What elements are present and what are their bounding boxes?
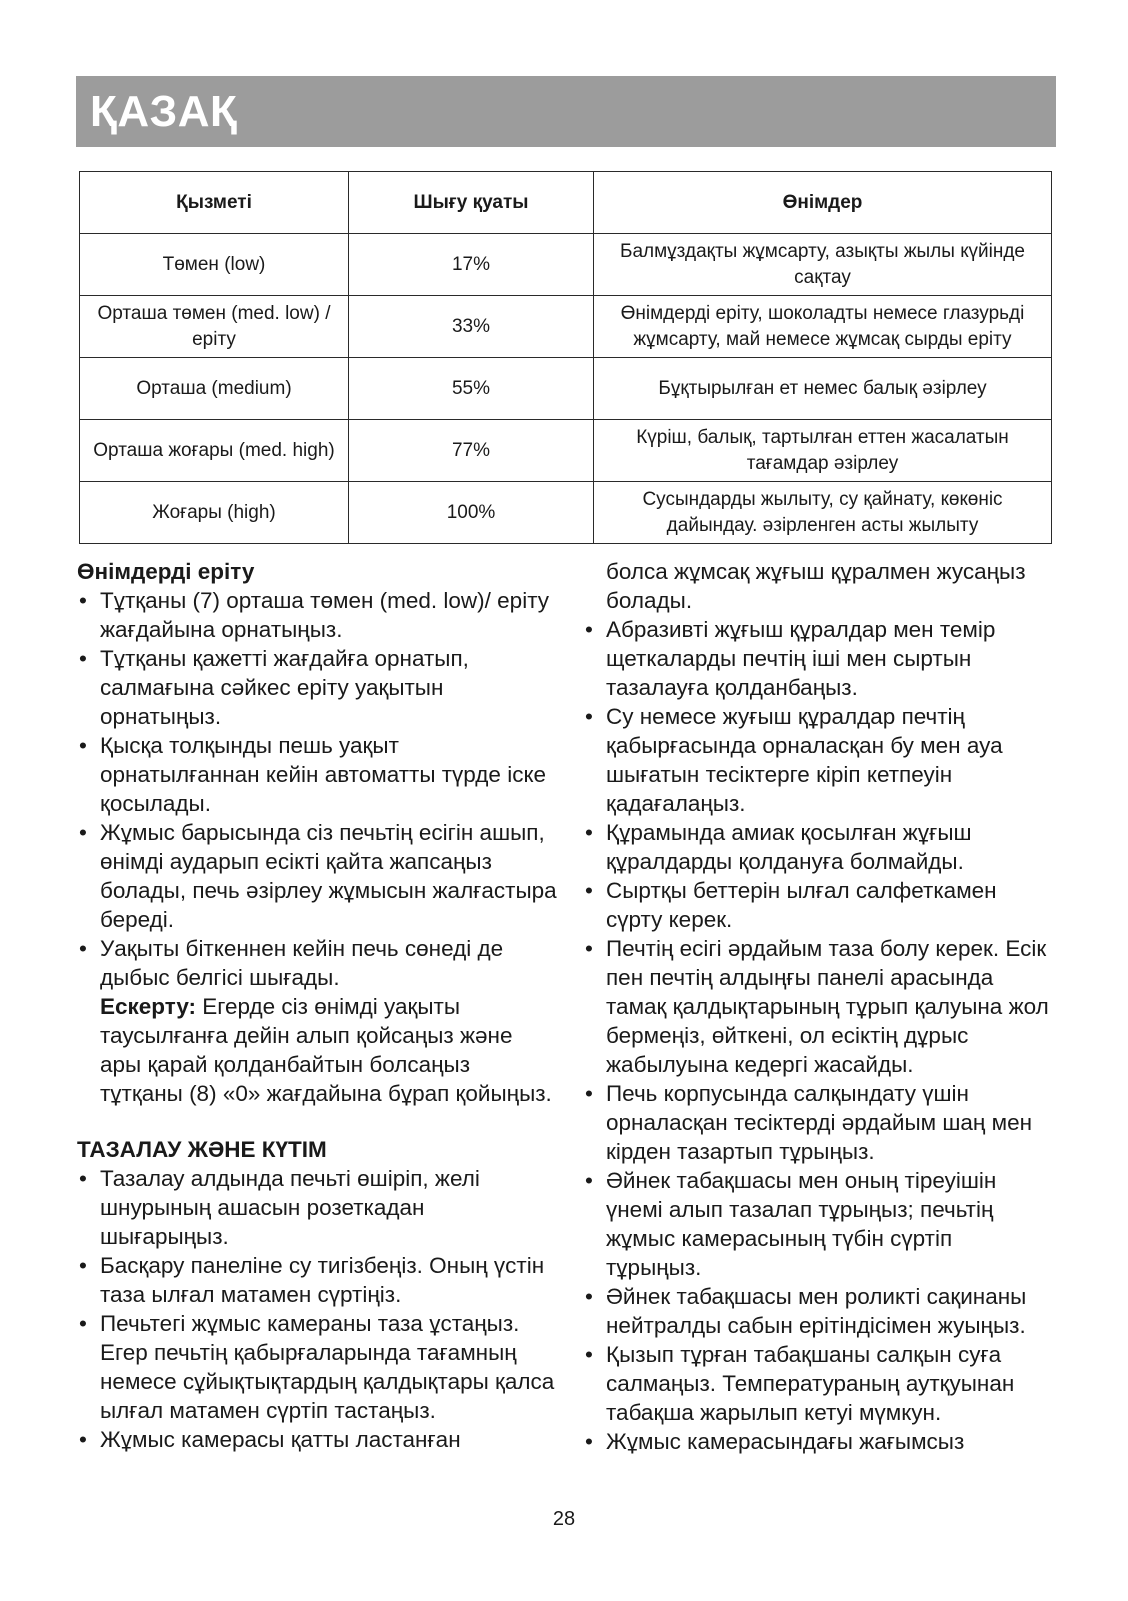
list-item: • Тазалау алдында печьті өшіріп, желі шнурының ашасын розеткадан шығарыңыз. [77,1164,557,1251]
list-item: • Қысқа толқынды пешь уақыт орнатылғаннан кейін автоматты түрде іске қосылады. [77,731,557,818]
list-item: • Абразивті жұғыш құралдар мен темір щеткаларды печтің іші мен сыртын тазалауға қолданбаңыз. [583,615,1051,702]
column-header-products: Өнімдер [594,172,1052,234]
cell-products: Сусындарды жылыту, су қайнату, көкөніс дайындау. әзірленген асты жылыту [594,482,1052,544]
cleaning-list-right [583,615,1051,1456]
list-item: • Тұтқаны (7) орташа төмен (med. low)/ еріту жағдайына орнатыңыз. [77,586,557,644]
power-modes-table [79,171,1052,544]
list-item: • Қызып тұрған табақшаны салқын суға салмаңыз. Температураның аутқуынан табақша жарылып кетуі мүмкун. [583,1340,1051,1427]
language-title: ҚАЗАҚ [90,87,238,136]
cell-power: 17% [349,234,594,296]
defrost-list [77,586,557,992]
cleaning-heading: ТАЗАЛАУ ЖӘНЕ КҮТІМ [77,1137,327,1162]
table-header-row [80,172,1052,234]
cell-products: Өнімдерді еріту, шоколадты немесе глазурьді жұмсарту, май немесе жұмсақ сырды еріту [594,296,1052,358]
cell-function: Жоғары (high) [80,482,349,544]
column-header-power: Шығу қуаты [349,172,594,234]
list-item: • Әйнек табақшасы мен роликті сақинаны нейтралды сабын ерітіндісімен жуыңыз. [583,1282,1051,1340]
list-item: • Печь корпусында салқындату үшін орналасқан тесіктерді әрдайым шаң мен кірден тазартып тұрыңыз. [583,1079,1051,1166]
cell-function: Орташа төмен (med. low) / еріту [80,296,349,358]
language-header-bar [76,76,1056,147]
list-item: • Печьтегі жұмыс камераны таза ұстаңыз. Егер печьтің қабырғаларында тағамның немесе сұйықтықтардың қалдықтары қалса ылғал матамен сүртіп тастаңыз. [77,1309,557,1425]
defrost-note [77,992,557,1108]
left-text-column [77,557,557,1454]
table-row [80,296,1052,358]
cell-products: Балмұздақты жұмсарту, азықты жылы күйінде сақтау [594,234,1052,296]
list-item: • Печтің есігі әрдайым таза болу керек. Есік пен печтің алдыңғы панелі арасында тамақ қалдықтарының тұрып қалуына жол бермеңіз, өйткені, ол есіктің дұрыс жабылуына кедергі жасайды. [583,934,1051,1079]
table-row [80,420,1052,482]
page-number: 28 [552,1508,576,1530]
list-item: • Сыртқы беттерін ылғал салфеткамен сүрту керек. [583,876,1051,934]
cell-power: 77% [349,420,594,482]
list-item: • Басқару панеліне су тигізбеңіз. Оның үстін таза ылғал матамен сүртіңіз. [77,1251,557,1309]
note-text: Егерде сіз өнімді уақыты таусылғанға дейін алып қойсаңыз және ары қарай қолданбайтын болсаңыз тұтқаны (8) «0» жағдайына бұрап қойыңыз. [100,994,552,1106]
table-row [80,482,1052,544]
cell-function: Төмен (low) [80,234,349,296]
note-label: Ескерту: [100,994,197,1019]
list-item: • Уақыты біткеннен кейін печь сөнеді де дыбыс белгісі шығады. [77,934,557,992]
list-item: • Құрамында амиак қосылған жұғыш құралдарды қолдануға болмайды. [583,818,1051,876]
list-item: • Жұмыс камерасындағы жағымсыз [583,1427,1051,1456]
cell-power: 100% [349,482,594,544]
cell-power: 55% [349,358,594,420]
cell-products: Күріш, балық, тартылған еттен жасалатын тағамдар әзірлеу [594,420,1052,482]
defrost-heading: Өнімдерді еріту [77,559,255,584]
list-item: • Жұмыс камерасы қатты ластанған [77,1425,557,1454]
cleaning-continuation: болса жұмсақ жұғыш құралмен жусаңыз болады. [606,559,1026,613]
list-item: • Су немесе жуғыш құралдар печтің қабырғасында орналасқан бу мен ауа шығатын тесіктерге кіріп кетпеуін қадағалаңыз. [583,702,1051,818]
list-item: • Жұмыс барысында сіз печьтің есігін ашып, өнімді аударып есікті қайта жапсаңыз болады, печь әзірлеу жұмысын жалғастыра береді. [77,818,557,934]
right-text-column [583,557,1051,1456]
cell-products: Бұқтырылған ет немес балық әзірлеу [594,358,1052,420]
cleaning-list-left [77,1164,557,1454]
cell-function: Орташа (medium) [80,358,349,420]
table-row [80,358,1052,420]
table-row [80,234,1052,296]
list-item: • Тұтқаны қажетті жағдайға орнатып, салмағына сәйкес еріту уақытын орнатыңыз. [77,644,557,731]
list-item: • Әйнек табақшасы мен оның тіреуішін үнемі алып тазалап тұрыңыз; печьтің жұмыс камерасының түбін сүртіп тұрыңыз. [583,1166,1051,1282]
cell-function: Орташа жоғары (med. high) [80,420,349,482]
column-header-function: Қызметі [80,172,349,234]
cell-power: 33% [349,296,594,358]
